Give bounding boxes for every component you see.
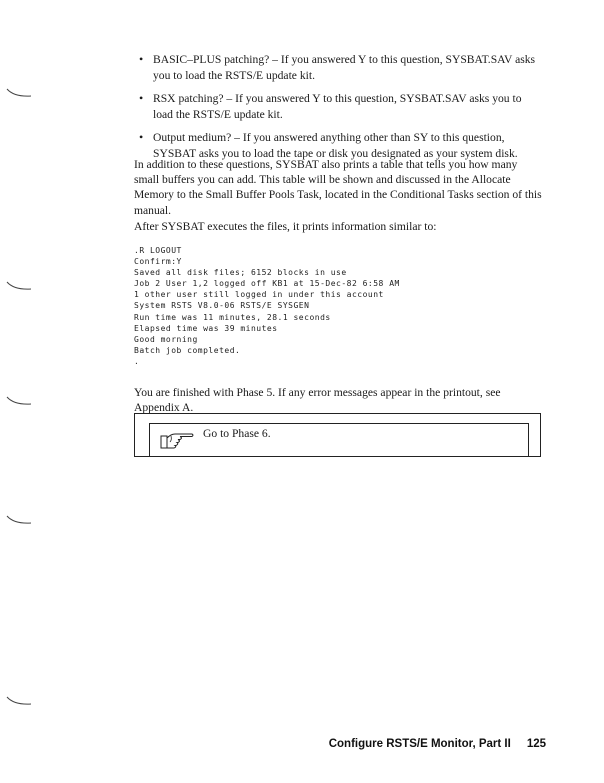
list-item: • BASIC–PLUS patching? – If you answered Y to this question, SYSBAT.SAV asks you to load the RSTS/E update kit. <box>139 52 536 82</box>
body-paragraph: You are finished with Phase 5. If any error messages appear in the printout, see Appendix A. <box>134 386 501 415</box>
callout-inner-frame <box>149 423 529 457</box>
binder-hole-mark <box>6 281 32 291</box>
terminal-line: .R LOGOUT <box>134 246 182 255</box>
terminal-line: Good morning <box>134 334 198 344</box>
terminal-line: Job 2 User 1,2 logged off KB1 at 15-Dec-82 6:58 AM <box>134 279 400 289</box>
callout-text: Go to Phase 6. <box>203 427 271 440</box>
list-item: • Output medium? – If you answered anything other than SY to this question, SYSBAT asks you to load the tape or disk you designated as your system disk. <box>139 130 518 160</box>
bullet-icon: • <box>139 130 144 144</box>
terminal-output <box>134 245 400 367</box>
binder-hole-mark <box>6 696 32 706</box>
page-footer <box>329 738 546 750</box>
terminal-line: Run time was 11 minutes, 28.1 seconds <box>134 312 331 322</box>
body-paragraph: In addition to these questions, SYSBAT also prints a table that tells you how many small buffers you can add. This table will be shown and discussed in the Allocate Memory to the Small Buffer Pools Task, located in the Conditional Tasks section of this manual. <box>134 158 542 217</box>
page-number: 125 <box>526 738 546 750</box>
terminal-line: . <box>134 356 140 366</box>
terminal-line: 1 other user still logged in under this account <box>134 290 384 300</box>
bullet-list <box>134 52 544 169</box>
binder-hole-mark <box>6 515 32 525</box>
terminal-line: System RSTS V8.0-06 RSTS/E SYSGEN <box>134 301 310 311</box>
bullet-icon: • <box>139 52 144 66</box>
footer-title: Configure RSTS/E Monitor, Part II <box>328 738 511 750</box>
terminal-line: Batch job completed. <box>134 345 241 355</box>
terminal-line: Elapsed time was 39 minutes <box>134 323 278 333</box>
terminal-line: Saved all disk files; 6152 blocks in use <box>134 268 347 278</box>
binder-hole-mark <box>6 88 32 98</box>
pointing-hand-icon <box>159 428 195 455</box>
callout-box <box>134 413 541 457</box>
body-paragraph: After SYSBAT executes the files, it prints information similar to: <box>134 220 437 233</box>
bullet-icon: • <box>139 91 144 105</box>
binder-hole-mark <box>6 396 32 406</box>
terminal-line: Confirm:Y <box>134 257 182 267</box>
list-item: • RSX patching? – If you answered Y to this question, SYSBAT.SAV asks you to load the RSTS/E update kit. <box>139 91 522 121</box>
